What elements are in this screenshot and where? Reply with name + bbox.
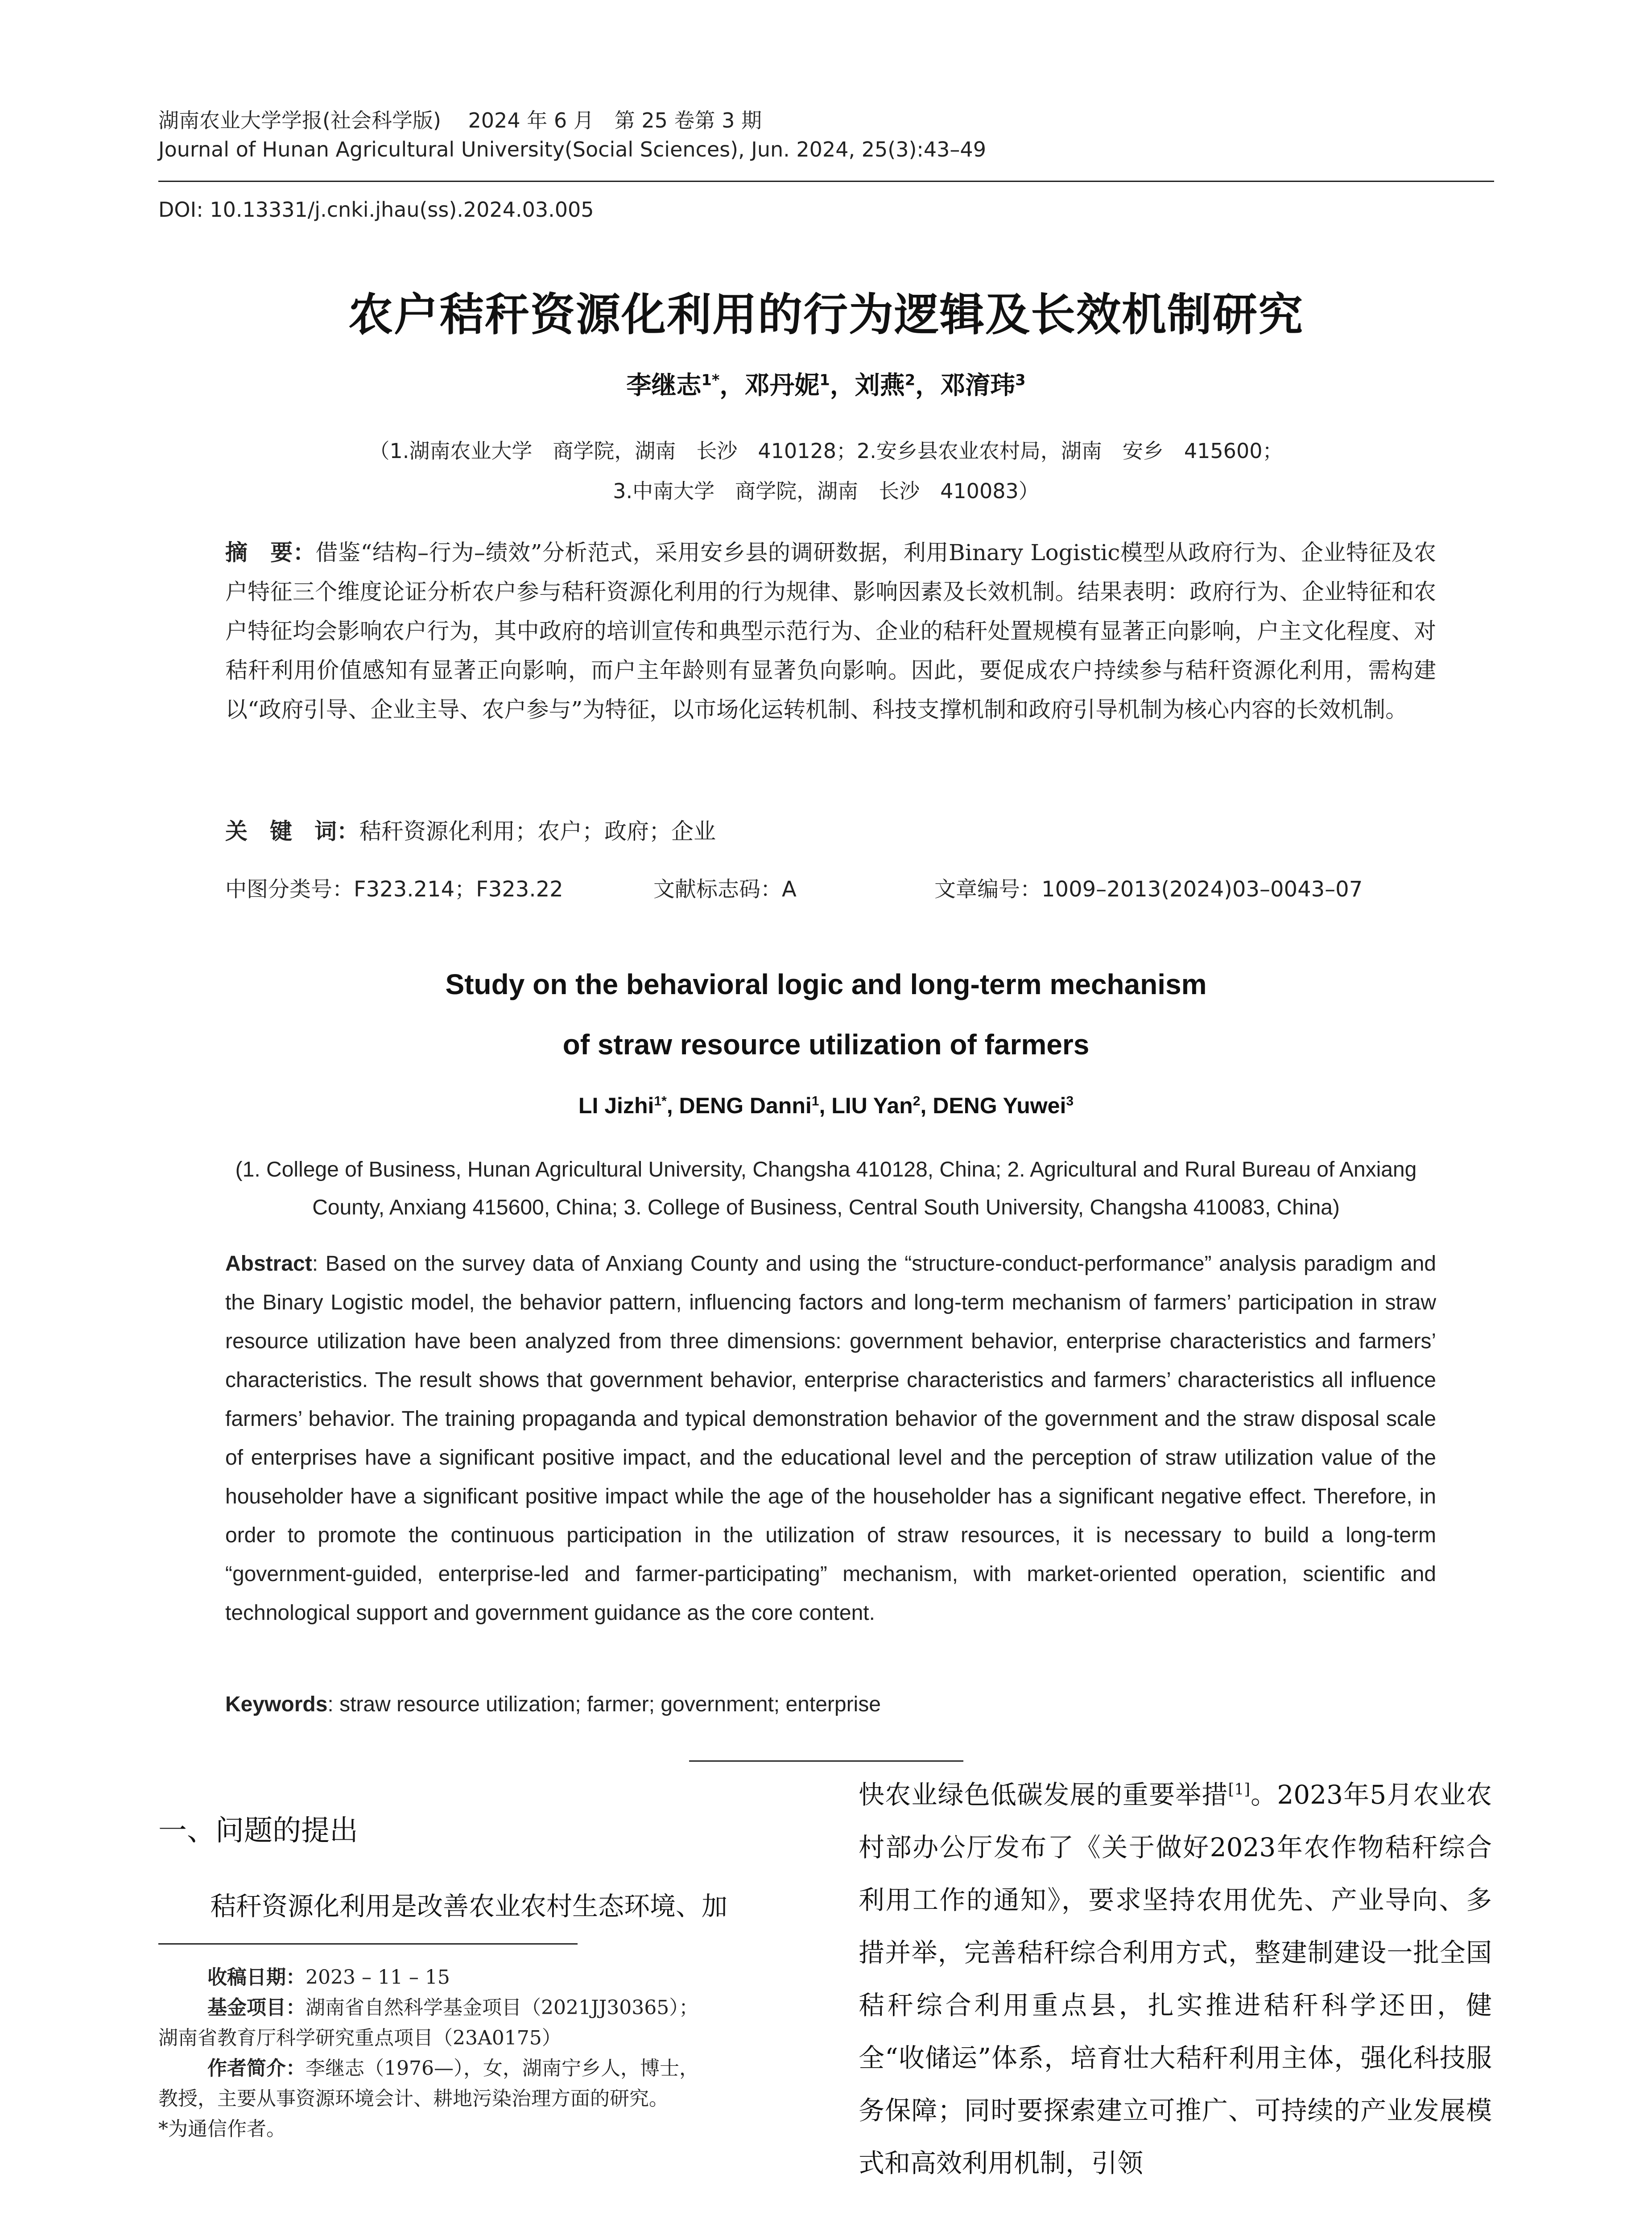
journal-header-en: Journal of Hunan Agricultural University(Social Sciences), Jun. 2024, 25(3):43–49 <box>158 137 986 161</box>
abstract-cn-text: 借鉴“结构–行为–绩效”分析范式，采用安乡县的调研数据，利用Binary Logistic模型从政府行为、企业特征及农户特征三个维度论证分析农户参与秸秆资源化利用的行为规律、影响因素及长效机制。结果表明：政府行为、企业特征和农户特征均会影响农户行为，其中政府的培训宣传和典型示范行为、企业的秸秆处置规模有显著正向影响，户主文化程度、对秸秆利用价值感知有显著正向影响，而户主年龄则有显著负向影响。因此，要促成农户持续参与秸秆资源化利用，需构建以“政府引导、企业主导、农户参与”为特征，以市场化运转机制、科技支撑机制和政府引导机制为核心内容的长效机制。 <box>225 540 1436 723</box>
header-rule <box>158 181 1494 182</box>
abstract-cn <box>225 533 1436 729</box>
footnote-label: 基金项目： <box>207 1996 306 2019</box>
author-name: ，刘燕 <box>830 371 905 400</box>
author-affil-mark: 1* <box>701 371 720 389</box>
author-affil-mark: 2 <box>913 1094 921 1109</box>
section-heading: 一、问题的提出 <box>158 1814 358 1847</box>
abstract-en-text: : Based on the survey data of Anxiang County and using the “structure-conduct-performance” analysis paradigm and the Binary Logistic model, the behavior pattern, influencing factors and long-term mechanism of farmers’ participation in straw resource utilization have been analyzed from three dimensions: government behavior, enterprise characteristics and farmers’ characteristics. The result shows that government behavior, enterprise characteristics and farmers’ characteristics all influence farmers’ behavior. The training propaganda and typical demonstration behavior of the government and the straw disposal scale of enterprises have a significant positive impact, and the educational level and the perception of straw utilization value of the householder have a significant positive impact while the age of the householder has a significant negative effect. Therefore, in order to promote the continuous participation in the utilization of straw resources, it is necessary to build a long-term “government-guided, enterprise-led and farmer-participating” mechanism, with market-oriented operation, scientific and technological support and government guidance as the core content. <box>225 1252 1436 1625</box>
author-affil-mark: 1 <box>811 1094 819 1109</box>
keywords-cn-text: 秸秆资源化利用；农户；政府；企业 <box>359 818 716 844</box>
body-text: 。2023年5月农业农村部办公厅发布了《关于做好2023年农作物秸秆综合利用工作的通知》，要求坚持农用优先、产业导向、多措并举，完善秸秆综合利用方式，整建制建设一批全国秸秆综合利用重点县，扎实推进秸秆科学还田，健全“收储运”体系，培育壮大秸秆利用主体，强化科技服务保障；同时要探索建立可推广、可持续的产业发展模式和高效利用机制，引领 <box>859 1780 1492 2178</box>
footnote-label: 作者简介： <box>207 2057 306 2080</box>
affiliation-cn-line2: 3.中南大学 商学院，湖南 长沙 410083） <box>613 479 1039 503</box>
body-paragraph-right <box>859 1768 1492 2189</box>
body-text: 快农业绿色低碳发展的重要举措 <box>859 1780 1228 1810</box>
footnote-corresponding: *为通信作者。 <box>158 2118 286 2140</box>
footnote-label: 收稿日期： <box>207 1966 306 1989</box>
author-name: , LIU Yan <box>819 1093 913 1118</box>
author-affil-mark: 2 <box>904 371 916 389</box>
authors-cn <box>0 366 1652 401</box>
author-affil-mark: 3 <box>1015 371 1026 389</box>
abstract-en-label: Abstract <box>225 1252 312 1276</box>
footnote <box>158 1962 792 2144</box>
document-code: 文献标志码：A <box>653 877 797 902</box>
affiliation-en-line2: County, Anxiang 415600, China; 3. College of Business, Central South University, Changsha 410083, China) <box>312 1196 1340 1219</box>
footnote-rule <box>158 1943 578 1945</box>
body-paragraph-left: 秸秆资源化利用是改善农业农村生态环境、加 <box>210 1891 728 1921</box>
author-affil-mark: 3 <box>1066 1094 1074 1109</box>
footnote-value: 湖南省自然科学基金项目（2021JJ30365）； <box>306 1996 699 2019</box>
keywords-cn-label: 关 键 词： <box>225 818 359 844</box>
keywords-en <box>225 1685 1436 1724</box>
title-en-line1: Study on the behavioral logic and long-term mechanism <box>445 968 1207 1000</box>
footnote-value: 李继志（1976—），女，湖南宁乡人，博士， <box>306 2057 699 2080</box>
keywords-en-label: Keywords <box>225 1693 328 1716</box>
footnote-author <box>158 2053 792 2084</box>
affiliation-cn-line1: （1.湖南农业大学 商学院，湖南 长沙 410128；2.安乡县农业农村局，湖南 安乡 415600； <box>369 439 1283 463</box>
author-name: , DENG Danni <box>666 1093 812 1118</box>
author-name: , DENG Yuwei <box>920 1093 1066 1118</box>
author-name: LI Jizhi <box>578 1093 654 1118</box>
clc-number: 中图分类号：F323.214；F323.22 <box>225 877 563 902</box>
footnote-fund <box>158 1993 792 2023</box>
article-number: 文章编号：1009–2013(2024)03–0043–07 <box>934 877 1363 902</box>
author-affil-mark: 1* <box>654 1094 667 1109</box>
citation-ref: [1] <box>1228 1780 1250 1799</box>
footnote-received <box>158 1962 792 1993</box>
doi: DOI: 10.13331/j.cnki.jhau(ss).2024.03.005 <box>158 198 594 222</box>
author-affil-mark: 1 <box>819 371 830 389</box>
author-name: 李继志 <box>626 371 702 400</box>
keywords-en-text: : straw resource utilization; farmer; government; enterprise <box>327 1693 881 1716</box>
footnote-author-cont: 教授，主要从事资源环境会计、耕地污染治理方面的研究。 <box>158 2087 669 2110</box>
affiliation-en-line1: (1. College of Business, Hunan Agricultural University, Changsha 410128, China; 2. Agricultural and Rural Bureau of Anxiang <box>235 1158 1417 1181</box>
author-name: ，邓丹妮 <box>719 371 820 400</box>
title-en-line2: of straw resource utilization of farmers <box>562 1028 1090 1061</box>
footnote-value: 2023 – 11 – 15 <box>306 1966 450 1989</box>
authors-en <box>0 1093 1652 1119</box>
journal-header-cn: 湖南农业大学学报(社会科学版) 2024 年 6 月 第 25 卷第 3 期 <box>158 108 762 132</box>
page-title: 农户秸秆资源化利用的行为逻辑及长效机制研究 <box>348 289 1304 341</box>
keywords-cn <box>225 812 1436 851</box>
section-separator <box>689 1760 963 1762</box>
abstract-en <box>225 1244 1436 1632</box>
footnote-fund-cont: 湖南省教育厅科学研究重点项目（23A0175） <box>158 2027 562 2049</box>
abstract-cn-label: 摘 要： <box>225 540 316 566</box>
author-name: ，邓淯玮 <box>915 371 1016 400</box>
